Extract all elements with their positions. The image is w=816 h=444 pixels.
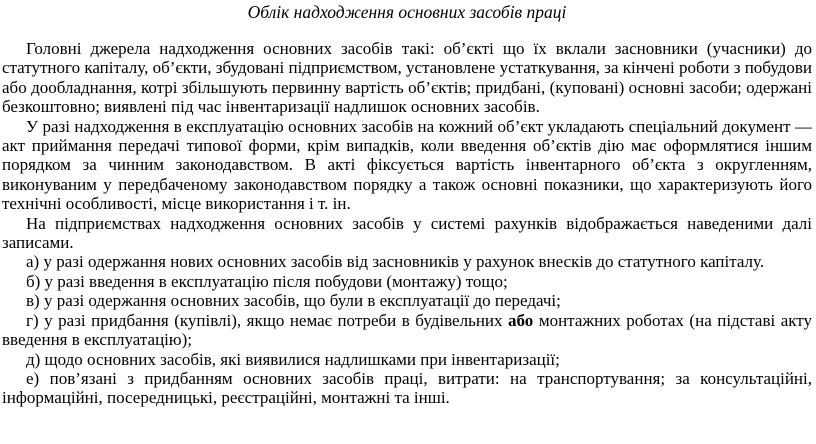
document-page — [2, 2, 812, 408]
paragraph-sources: Головні джерела надходження основних засобів такі: об’єкті що їх вклали засновники (учасники) до статутного капіталу, об’єкти, збудовані підприємством, установлене устаткування, за кінчені роботи з побудови або дообладнання, котрі збільшують первинну вартість об’єктів; придбані, (куповані) основні засоби; одержані безкоштовно; виявлені під час інвентаризації надлишок основних засобів. — [2, 39, 812, 117]
list-item-d: д) щодо основних засобів, які виявилися надлишками при інвентаризації; — [26, 349, 560, 369]
list-item-g — [2, 311, 812, 350]
list-item-e: е) пов’язані з придбанням основних засобів праці, витрати: на транспортування; за консультаційні, інформаційні, посередницькі, реєстраційні, монтажні та інші. — [2, 368, 812, 408]
paragraph-acceptance-act: У разі надходження в експлуатацію основних засобів на кожний об’єкт укладають спеціальний документ — акт приймання передачі типової форми, крім випадків, коли введення об’єктів дію має оформлятися іншим порядком за чинним законодавством. В акті фіксується вартість інвентарного об’єкта з округленням, виконуваним у передбаченому законодавством порядку а також основні показники, що характеризують його технічні особливості, місце використання і т. ін. — [2, 116, 812, 214]
document-title: Облік надходження основних засобів праці — [247, 2, 567, 22]
list-item-a: а) у разі одержання нових основних засобів від засновників у рахунок внесків до статутного капіталу. — [26, 252, 765, 272]
paragraph-accounting-records: На підприємствах надходження основних засобів у системі рахунків відображається наведеними далі записами. — [2, 213, 812, 253]
list-item-g-bold-word: або — [508, 310, 534, 330]
list-item-g-text-start: г) у разі придбання (купівлі), якщо немає потреби в будівельних — [26, 310, 509, 330]
list-item-g-text-end: монтажних роботах (на підставі акту введення в експлуатацію); — [2, 310, 812, 350]
list-item-v: в) у разі одержання основних засобів, що були в експлуатації до передачі; — [26, 291, 561, 311]
list-item-b: б) у разі введення в експлуатацію після побудови (монтажу) тощо; — [26, 271, 508, 291]
